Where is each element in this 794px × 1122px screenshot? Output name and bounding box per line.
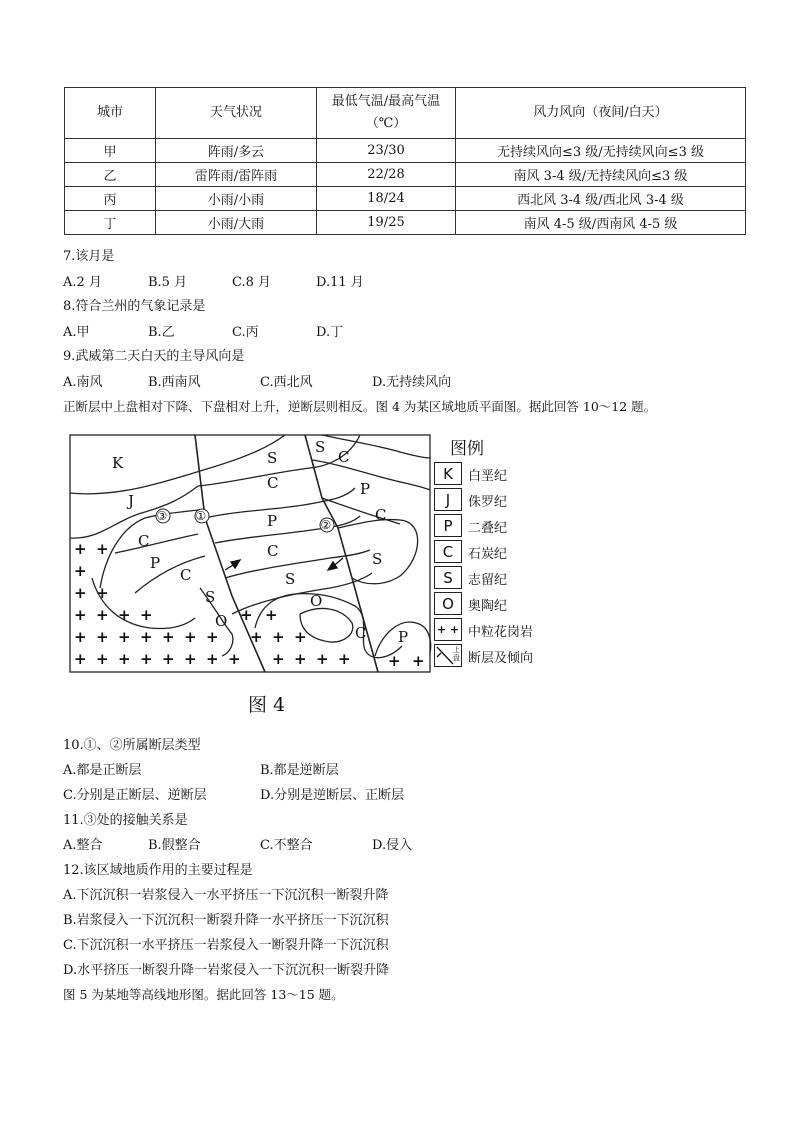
legend-label-c: 石炭纪 xyxy=(468,547,508,562)
label-s-top: S xyxy=(267,449,278,467)
svg-text:+: + xyxy=(206,628,219,646)
label-p-right: P xyxy=(360,480,371,498)
svg-text:+: + xyxy=(250,628,263,646)
cell-weather: 雷阵雨/雷阵雨 xyxy=(156,163,317,187)
marker-1: ① xyxy=(195,509,207,523)
legend-label-fault: 断层及倾向 xyxy=(468,651,534,666)
q12-option-b: B.岩浆侵入一下沉沉积一断裂升降一水平挤压一下沉沉积 xyxy=(63,913,389,928)
svg-text:+: + xyxy=(316,650,329,668)
q12-option-c: C.下沉沉积一水平挤压一岩浆侵入一断裂升降一下沉沉积 xyxy=(63,938,389,953)
marker-3: ③ xyxy=(156,509,168,523)
header-temp xyxy=(317,88,456,139)
svg-text:+: + xyxy=(96,584,109,602)
legend-symbol-s: S xyxy=(434,566,462,589)
cell-temp: 19/25 xyxy=(317,211,456,235)
q10-option-d: D.分别是逆断层、正断层 xyxy=(260,788,405,803)
svg-text:+: + xyxy=(118,650,131,668)
label-s-right: S xyxy=(372,550,383,568)
svg-text:+: + xyxy=(265,606,278,624)
legend-label-s: 志留纪 xyxy=(468,573,508,588)
svg-text:+: + xyxy=(338,650,351,668)
cell-temp: 23/30 xyxy=(317,139,456,163)
svg-text:+: + xyxy=(294,650,307,668)
svg-text:+: + xyxy=(140,606,153,624)
svg-text:+: + xyxy=(140,650,153,668)
header-wind: 风力风向（夜间/白天） xyxy=(456,88,746,139)
q7-option-a: A.2 月 xyxy=(63,275,102,290)
svg-text:+: + xyxy=(388,652,401,670)
legend-label-granite: 中粒花岗岩 xyxy=(468,625,534,640)
svg-text:+: + xyxy=(118,628,131,646)
label-p-left: P xyxy=(150,554,161,572)
cell-temp: 18/24 xyxy=(317,187,456,211)
legend-label-p: 二叠纪 xyxy=(468,521,508,536)
svg-text:+: + xyxy=(240,606,253,624)
svg-text:+: + xyxy=(118,606,131,624)
q9-option-a: A.南风 xyxy=(63,375,103,390)
svg-text:+: + xyxy=(162,628,175,646)
svg-text:+: + xyxy=(74,584,87,602)
fault-hanging-wall-label: 上盘 xyxy=(453,646,460,662)
svg-text:+: + xyxy=(96,650,109,668)
table-row xyxy=(65,187,746,211)
q10-option-c: C.分别是正断层、逆断层 xyxy=(63,788,207,803)
label-s-right-top: S xyxy=(315,438,326,456)
dip-arrow-1 xyxy=(231,560,240,568)
header-temp-line2: （℃） xyxy=(365,116,407,131)
q11-option-c: C.不整合 xyxy=(260,838,313,853)
legend-symbol-granite xyxy=(434,618,462,641)
q8-option-d: D.丁 xyxy=(316,325,344,340)
legend-symbol-p: P xyxy=(434,514,462,537)
cell-wind: 西北风 3-4 级/西北风 3-4 级 xyxy=(456,187,746,211)
svg-text:+: + xyxy=(74,540,87,558)
boundary-left-low xyxy=(135,556,205,593)
header-temp-line1: 最低气温/最高气温 xyxy=(331,94,441,109)
question-10-stem: 10.①、②所属断层类型 xyxy=(63,738,201,753)
cell-wind: 无持续风向≤3 级/无持续风向≤3 级 xyxy=(456,139,746,163)
svg-text:+: + xyxy=(96,628,109,646)
question-7-stem: 7.该月是 xyxy=(63,249,115,264)
legend-symbol-k: K xyxy=(434,462,462,485)
question-11-stem: 11.③处的接触关系是 xyxy=(63,813,188,828)
svg-text:+: + xyxy=(184,628,197,646)
legend-symbol-j: J xyxy=(434,488,462,511)
svg-text:+: + xyxy=(228,650,241,668)
label-c-right: C xyxy=(375,506,387,524)
boundary-o-central xyxy=(300,608,353,642)
table-row xyxy=(65,139,746,163)
figure-caption: 图 4 xyxy=(248,694,286,716)
table-header-row xyxy=(65,88,746,139)
svg-text:+: + xyxy=(96,606,109,624)
q11-option-a: A.整合 xyxy=(63,838,103,853)
legend-label-k: 白垩纪 xyxy=(468,469,508,484)
question-12-stem: 12.该区域地质作用的主要过程是 xyxy=(63,863,253,878)
cell-city: 丁 xyxy=(65,211,156,235)
legend-symbol-fault xyxy=(434,644,462,667)
label-c-left2: C xyxy=(180,566,192,584)
q7-option-b: B.5 月 xyxy=(148,275,188,290)
cell-weather: 小雨/大雨 xyxy=(156,211,317,235)
q10-option-b: B.都是逆断层 xyxy=(260,763,339,778)
svg-text:+: + xyxy=(140,628,153,646)
q12-option-a: A.下沉沉积一岩浆侵入一水平挤压一下沉沉积一断裂升降 xyxy=(63,888,389,903)
cell-weather: 小雨/小雨 xyxy=(156,187,317,211)
q12-option-d: D.水平挤压一断裂升降一岩浆侵入一下沉沉积一断裂升降 xyxy=(63,963,390,978)
svg-text:+: + xyxy=(162,650,175,668)
dip-arrows xyxy=(225,558,343,570)
svg-text:+: + xyxy=(96,540,109,558)
label-s-central: S xyxy=(285,570,296,588)
cell-wind: 南风 4-5 级/西南风 4-5 级 xyxy=(456,211,746,235)
fault-markers xyxy=(156,509,334,532)
label-p-right-low: P xyxy=(398,628,409,646)
cell-city: 乙 xyxy=(65,163,156,187)
label-o-left: O xyxy=(215,612,228,630)
svg-text:+: + xyxy=(74,628,87,646)
boundary-central-top xyxy=(198,435,360,486)
cell-weather: 阵雨/多云 xyxy=(156,139,317,163)
label-c-top: C xyxy=(267,474,279,492)
svg-text:+: + xyxy=(272,628,285,646)
legend-label-o: 奥陶纪 xyxy=(468,599,508,614)
svg-text:+: + xyxy=(74,650,87,668)
svg-text:+: + xyxy=(294,628,307,646)
legend-label-j: 侏罗纪 xyxy=(468,495,508,510)
header-city: 城市 xyxy=(65,88,156,139)
header-weather: 天气状况 xyxy=(156,88,317,139)
q8-option-b: B.乙 xyxy=(148,325,175,340)
cell-city: 甲 xyxy=(65,139,156,163)
label-c-left: C xyxy=(138,532,150,550)
q9-option-d: D.无持续风向 xyxy=(372,375,452,390)
label-o-central: O xyxy=(310,592,323,610)
boundary-central-2 xyxy=(205,488,355,518)
svg-text:+: + xyxy=(206,650,219,668)
svg-text:+: + xyxy=(74,562,87,580)
label-j: J xyxy=(128,492,135,510)
q11-option-d: D.侵入 xyxy=(372,838,413,853)
question-9-stem: 9.武威第二天白天的主导风向是 xyxy=(63,349,245,364)
dip-arrow-2 xyxy=(328,562,337,570)
q9-option-b: B.西南风 xyxy=(148,375,201,390)
boundary-k-j xyxy=(70,435,285,494)
label-k: K xyxy=(112,454,124,472)
legend-symbol-c: C xyxy=(434,540,462,563)
question-8-stem: 8.符合兰州的气象记录是 xyxy=(63,299,206,314)
intro-questions-10-12: 正断层中上盘相对下降、下盘相对上升，逆断层则相反。图 4 为某区域地质平面图。据此回答 10～12 题。 xyxy=(63,399,657,414)
label-p-central: P xyxy=(267,512,278,530)
boundary-granite-central xyxy=(255,594,402,658)
svg-text:+: + xyxy=(74,606,87,624)
label-s-left: S xyxy=(205,588,216,606)
svg-text:+: + xyxy=(412,652,425,670)
q8-option-c: C.丙 xyxy=(232,325,259,340)
weather-table xyxy=(64,87,746,235)
legend-title: 图例 xyxy=(450,439,484,459)
q10-option-a: A.都是正断层 xyxy=(63,763,142,778)
boundary-left-mid xyxy=(115,534,198,553)
svg-text:+: + xyxy=(184,650,197,668)
table-row xyxy=(65,163,746,187)
label-c-central: C xyxy=(267,542,279,560)
legend-symbol-o: O xyxy=(434,592,462,615)
boundary-right-2 xyxy=(312,460,430,490)
fault-2 xyxy=(305,435,378,672)
q7-option-c: C.8 月 xyxy=(232,275,272,290)
svg-text:+: + xyxy=(272,650,285,668)
q9-option-c: C.西北风 xyxy=(260,375,313,390)
q11-option-b: B.假整合 xyxy=(148,838,201,853)
cell-wind: 南风 3-4 级/无持续风向≤3 级 xyxy=(456,163,746,187)
granite-plus-icon: + + xyxy=(436,622,460,636)
label-c-right-low: C xyxy=(355,624,367,642)
marker-2: ② xyxy=(320,518,332,532)
q7-option-d: D.11 月 xyxy=(316,275,364,290)
cell-city: 丙 xyxy=(65,187,156,211)
label-c-right-top: C xyxy=(338,448,350,466)
table-row xyxy=(65,211,746,235)
intro-questions-13-15: 图 5 为某地等高线地形图。据此回答 13～15 题。 xyxy=(63,987,344,1002)
q8-option-a: A.甲 xyxy=(63,325,90,340)
cell-temp: 22/28 xyxy=(317,163,456,187)
